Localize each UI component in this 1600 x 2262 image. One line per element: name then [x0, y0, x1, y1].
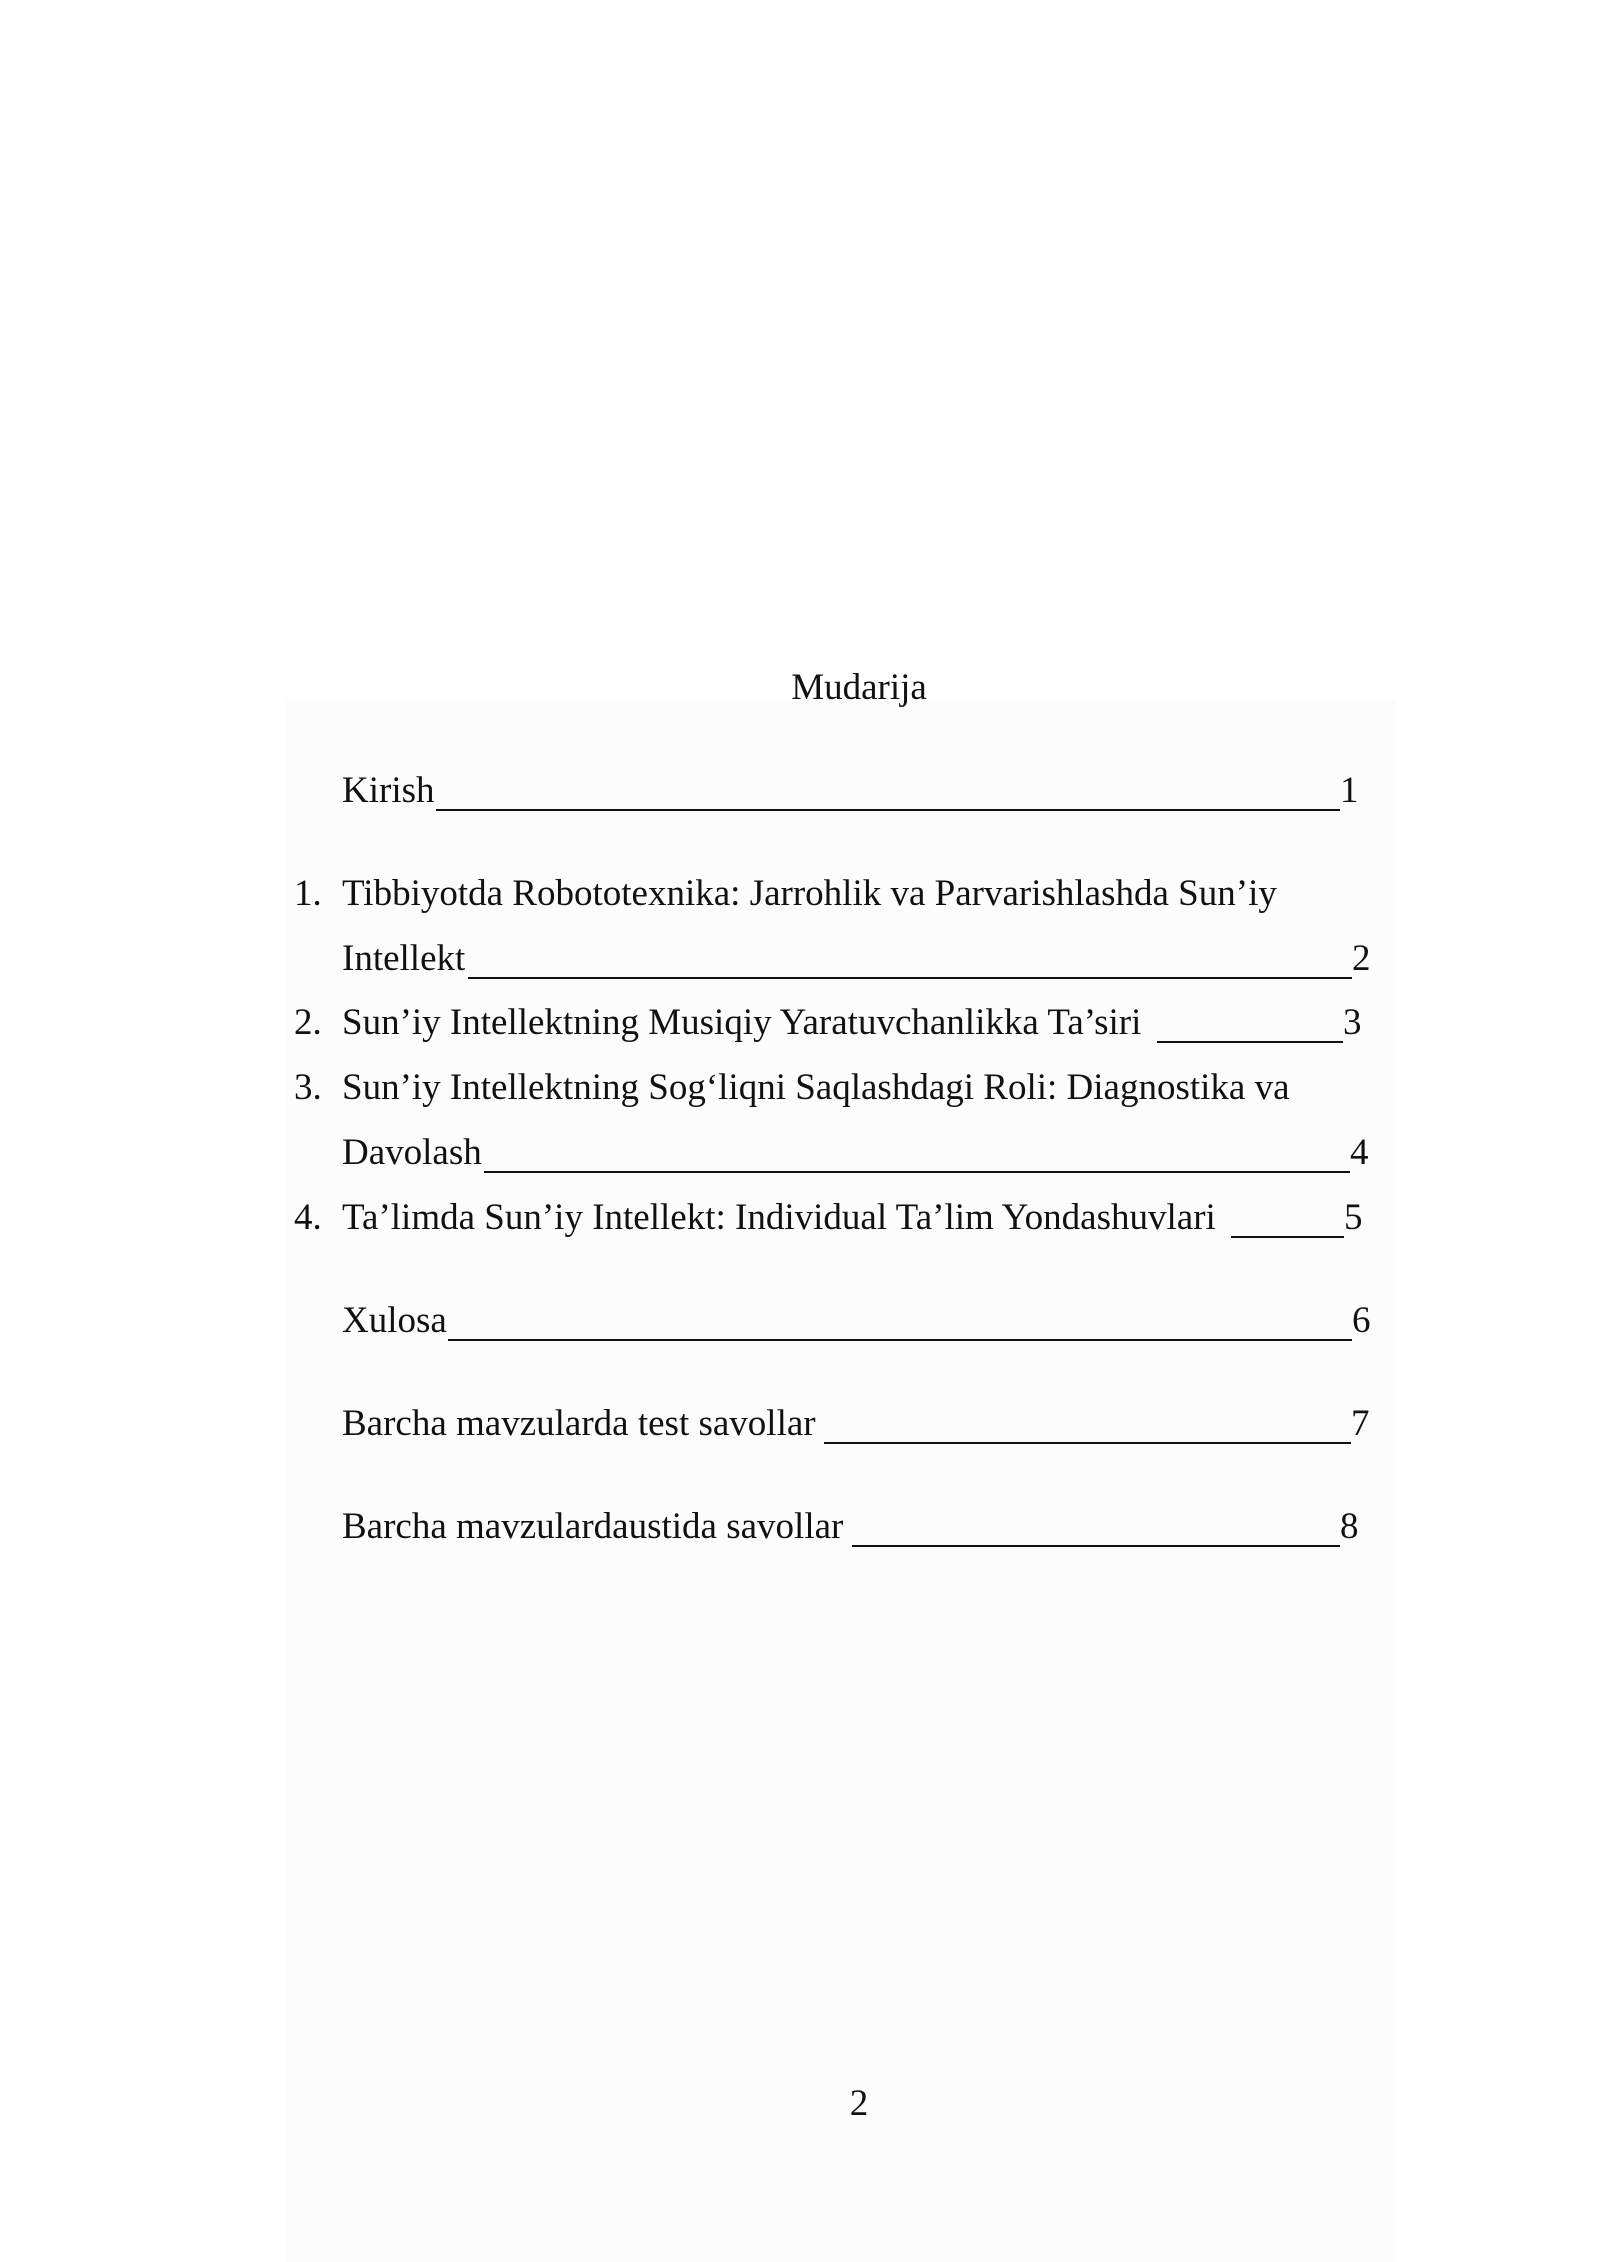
toc-leader-2	[1157, 1041, 1343, 1043]
toc-entry-xulosa: Xulosa	[342, 1300, 447, 1341]
toc-page-test-savollar: 7	[1351, 1403, 1370, 1444]
toc-entry-3-line2: Davolash	[342, 1132, 482, 1173]
toc-entry-3-line1: Sun’iy Intellektning Sog‘liqni Saqlashdagi Roli: Diagnostika va	[342, 1067, 1290, 1108]
toc-entry-ustida-savollar: Barcha mavzulardaustida savollar	[342, 1506, 844, 1547]
toc-leader-ustida-savollar	[852, 1545, 1340, 1547]
toc-page-kirish: 1	[1340, 770, 1359, 811]
toc-leader-kirish	[436, 809, 1340, 811]
toc-leader-3	[484, 1171, 1350, 1173]
toc-number-4: 4.	[294, 1197, 322, 1238]
toc-entry-kirish: Kirish	[342, 770, 435, 811]
toc-page-4: 5	[1344, 1197, 1363, 1238]
toc-title: Mudarija	[791, 667, 927, 708]
toc-leader-test-savollar	[824, 1442, 1351, 1444]
toc-leader-4	[1231, 1236, 1344, 1238]
toc-entry-test-savollar: Barcha mavzularda test savollar	[342, 1403, 816, 1444]
toc-entry-1-line1: Tibbiyotda Robototexnika: Jarrohlik va Parvarishlashda Sun’iy	[342, 873, 1277, 914]
toc-page-2: 3	[1343, 1002, 1362, 1043]
toc-leader-1	[468, 977, 1352, 979]
toc-entry-4: Ta’limda Sun’iy Intellekt: Individual Ta’lim Yondashuvlari	[342, 1197, 1216, 1238]
toc-page-xulosa: 6	[1352, 1300, 1371, 1341]
toc-entry-2: Sun’iy Intellektning Musiqiy Yaratuvchanlikka Ta’siri	[342, 1002, 1142, 1043]
toc-page-ustida-savollar: 8	[1340, 1506, 1359, 1547]
toc-number-3: 3.	[294, 1067, 322, 1108]
page-number: 2	[849, 2083, 869, 2124]
toc-leader-xulosa	[448, 1339, 1352, 1341]
toc-page-3: 4	[1350, 1132, 1369, 1173]
toc-number-1: 1.	[294, 873, 322, 914]
toc-number-2: 2.	[294, 1002, 322, 1043]
toc-entry-1-line2: Intellekt	[342, 938, 466, 979]
toc-page-1: 2	[1352, 938, 1371, 979]
